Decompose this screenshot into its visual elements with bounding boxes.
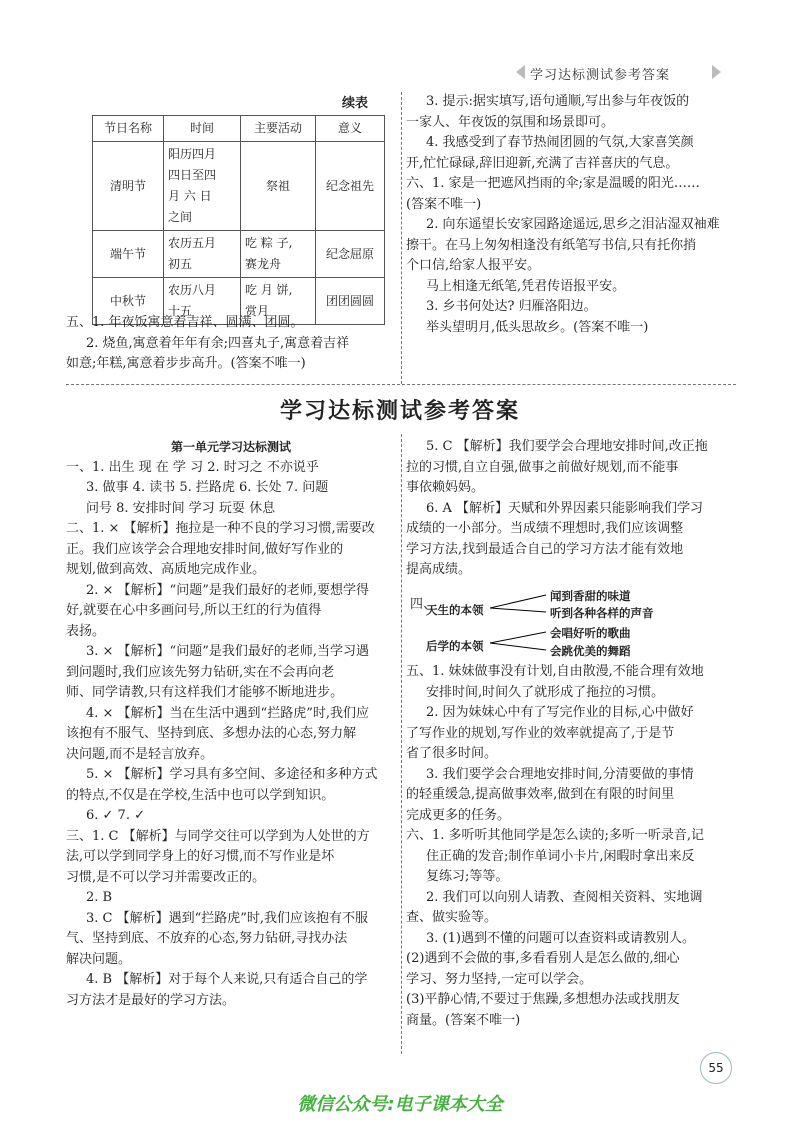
text-line: 该抱有不服气、坚持到底、多想办法的心态,努力解: [66, 726, 357, 741]
text-line: 2. 烧鱼,寓意着年年有余;四喜丸子,寓意着吉祥: [86, 335, 350, 351]
text-line: 2. 我们可以向别人请教、查阅相关资料、实地调: [426, 889, 703, 905]
section-divider: [66, 384, 736, 385]
cell-line: 四日至四: [168, 168, 217, 182]
cell-line: 月 六 日: [168, 189, 212, 203]
text-line: 拉的习惯,自立自强,做事之前做好规划,而不能事: [406, 459, 679, 475]
page-number: 55: [700, 1052, 732, 1084]
text-line: 问号 8. 安排时间 学习 玩耍 休息: [86, 500, 276, 516]
text-line: 如意;年糕,寓意着步步高升。(答案不唯一): [66, 356, 306, 371]
watermark: 微信公众号:电子课本大全: [297, 1094, 503, 1115]
text-line: 2. 向东遥望长安家园路途遥远,思乡之泪沾湿双袖难: [426, 217, 720, 232]
text-line: 好,就要在心中多画问号,所以王红的行为值得: [66, 603, 322, 618]
continued-label: 续表: [342, 96, 369, 111]
innate-skill-label: 天生的本领: [426, 603, 484, 617]
festival-time: [164, 142, 241, 231]
text-line: 4. 我感受到了春节热闹团圆的气氛,大家喜笑颜: [426, 135, 694, 150]
text-line: 规划,做到高效、高质地完成作业。: [66, 562, 266, 577]
text-line: 成绩的一小部分。当成绩不理想时,我们应该调整: [406, 521, 684, 536]
festival-meaning: 纪念屈原: [316, 231, 385, 278]
text-line: 六、1. 家是一把遮风挡雨的伞;家是温暖的阳光……: [406, 176, 700, 191]
skill-item: 会唱好听的歌曲: [550, 626, 631, 640]
running-head-right-triangle: [712, 65, 721, 79]
line-container: [406, 92, 736, 338]
text-line: 3. 我们要学会合理地安排时间,分清要做的事情: [426, 766, 694, 782]
text-line: 6. ✓ 7. ✓: [86, 808, 145, 823]
text-line: 决问题,而不是轻言放弃。: [66, 746, 214, 762]
text-line: (3)平静心情,不要过于焦躁,多想想办法或找朋友: [406, 992, 680, 1007]
table-header-cell: 时间: [164, 116, 241, 142]
skill-item: 闻到香甜的味道: [550, 589, 631, 603]
text-line: 安排时间,时间久了就形成了拖拉的习惯。: [426, 684, 665, 700]
skill-item: 会跳优美的舞蹈: [550, 644, 631, 658]
text-line: 完成更多的任务。: [406, 807, 511, 823]
unit-title: 第一单元学习达标测试: [170, 440, 291, 454]
text-line: 查、做实验等。: [406, 910, 498, 925]
text-line: 表扬。: [66, 623, 106, 639]
table-row: [93, 142, 385, 231]
text-line: 住正确的发音;制作单词小卡片,闲暇时拿出来反: [426, 848, 695, 864]
line-container: [66, 313, 396, 375]
question-number: 四、: [410, 597, 437, 612]
cell-line: 之间: [168, 210, 193, 224]
festival-name: 清明节: [93, 142, 164, 231]
table-header-cell: 节日名称: [93, 116, 164, 142]
line-container: [406, 437, 736, 581]
text-line: 的特点,不仅是在学校,生活中也可以学到知识。: [66, 787, 335, 803]
text-line: 2. × 【解析】“问题”是我们最好的老师,要想学得: [86, 582, 369, 598]
text-line: 的轻重缓急,提高做事效率,做到在有限的时间里: [406, 787, 675, 802]
cell-line: 初五: [168, 257, 193, 271]
text-line: 解决问题。: [66, 951, 132, 967]
running-head-left-triangle: [516, 65, 525, 79]
text-line: 个口信,给家人报平安。: [406, 258, 541, 273]
text-line: 一家人、年夜饭的氛围和场景即可。: [406, 114, 615, 130]
text-line: 五、1. 妹妹做事没有计划,自由散漫,不能合理有效地: [406, 664, 704, 679]
text-line: 4. × 【解析】当在生活中遇到“拦路虎”时,我们应: [86, 705, 369, 721]
text-line: 5. × 【解析】学习具有多空间、多途径和多种方式: [86, 767, 378, 782]
text-line: 二、1. × 【解析】拖拉是一种不良的学习习惯,需要改: [66, 521, 375, 536]
text-line: 学习、努力坚持,一定可以学会。: [406, 971, 593, 987]
text-line: 举头望明月,低头思故乡。(答案不唯一): [426, 319, 649, 335]
text-line: 到问题时,我们应该先努力钻研,实在不会再向老: [66, 664, 335, 680]
cell-line: 农历五月: [168, 236, 217, 250]
text-line: 习方法才是最好的学习方法。: [66, 992, 236, 1008]
text-line: 学习方法,找到最适合自己的学习方法才能有效地: [406, 541, 684, 557]
cell-line: 赏月: [245, 304, 270, 318]
text-line: 师、同学请教,只有这样我们才能够不断地进步。: [66, 685, 344, 700]
festival-meaning: 纪念祖先: [316, 142, 385, 231]
top-left-column: [66, 313, 396, 375]
cell-line: 农历八月: [168, 283, 217, 297]
festival-name: 端午节: [93, 231, 164, 278]
text-line: 3. 提示:据实填写,语句通顺,写出参与年夜饭的: [426, 94, 690, 109]
text-line: 4. B 【解析】对于每个人来说,只有适合自己的学: [86, 972, 368, 987]
cell-line: 吃 月 饼,: [245, 283, 293, 297]
text-line: 省了很多时间。: [406, 746, 498, 761]
text-line: 正。我们应该学会合理地安排时间,做好写作业的: [66, 541, 344, 557]
cell-line: 十五: [168, 304, 193, 318]
text-line: 2. 因为妹妹心中有了写完作业的目标,心中做好: [426, 705, 694, 720]
running-head: 学习达标测试参考答案: [530, 68, 671, 83]
text-line: 习惯,是不可以学习并需要改正的。: [66, 869, 266, 885]
column-divider-top: [401, 92, 402, 384]
text-line: 马上相逢无纸笔,凭君传语报平安。: [426, 278, 626, 294]
cell-line: 赛龙舟: [245, 257, 282, 271]
skill-item: 听到各种各样的声音: [550, 606, 654, 620]
text-line: 商量。(答案不唯一): [406, 1012, 521, 1028]
text-line: 6. A 【解析】天赋和外界因素只能影响我们学习: [426, 500, 704, 516]
cell-line: 阳历四月: [168, 147, 217, 161]
text-line: 事依赖妈妈。: [406, 480, 485, 495]
festival-activity: 祭祖: [241, 142, 316, 231]
right-column-b: [406, 662, 736, 1031]
main-title: 学习达标测试参考答案: [279, 399, 520, 424]
festival-table: [92, 115, 385, 325]
festival-activity: [241, 231, 316, 278]
text-line: (答案不唯一): [406, 196, 482, 212]
text-line: 2. B: [86, 890, 113, 905]
text-line: 3. (1)遇到不懂的问题可以查资料或请教别人。: [426, 930, 695, 946]
text-line: 了写作业的规划,写作业的效率就提高了,于是节: [406, 725, 675, 741]
table-header-cell: 意义: [316, 116, 385, 142]
text-line: 擦干。在马上匆匆相逢没有纸笔写书信,只有托你捎: [406, 237, 697, 253]
right-column-a: [406, 437, 736, 581]
line-container: [66, 458, 396, 1012]
cell-line: 吃 粽 子,: [245, 236, 293, 250]
text-line: 一、1. 出生 现 在 学 习 2. 时习之 不亦说乎: [66, 459, 319, 475]
festival-time: [164, 231, 241, 278]
table-header-row: [93, 116, 385, 142]
festival-name: 中秋节: [93, 278, 164, 325]
line-container: [406, 662, 736, 1031]
text-line: 3. 乡书何处达? 归雁洛阳边。: [426, 299, 597, 314]
text-line: 提高成绩。: [406, 562, 472, 577]
text-line: (2)遇到不会做的事,多看看别人是怎么做的,细心: [406, 951, 680, 966]
table-header-cell: 主要活动: [241, 116, 316, 142]
left-column: [66, 437, 396, 1011]
text-line: 开,忙忙碌碌,辞旧迎新,充满了吉祥喜庆的气息。: [406, 155, 679, 171]
festival-meaning: 团团圆圆: [316, 278, 385, 325]
text-line: 三、1. C 【解析】与同学交往可以学到为人处世的方: [66, 828, 370, 844]
learned-skill-label: 后学的本领: [426, 639, 484, 653]
column-divider-bottom: [401, 434, 402, 1054]
top-right-column: [406, 92, 736, 338]
table-row: [93, 231, 385, 278]
text-line: 法,可以学到同学身上的好习惯,而不写作业是坏: [66, 849, 335, 864]
text-line: 气、坚持到底、不放弃的心态,努力钻研,寻找办法: [66, 931, 348, 946]
text-line: 复练习;等等。: [426, 869, 509, 884]
text-line: 六、1. 多听听其他同学是怎么读的;多听一听录音,记: [406, 828, 705, 843]
text-line: 3. C 【解析】遇到“拦路虎”时,我们应该抱有不服: [86, 910, 369, 926]
text-line: 5. C 【解析】我们要学会合理地安排时间,改正拖: [426, 439, 708, 454]
text-line: 3. × 【解析】“问题”是我们最好的老师,当学习遇: [86, 644, 369, 659]
text-line: 3. 做事 4. 读书 5. 拦路虎 6. 长处 7. 问题: [86, 480, 329, 495]
text-line: 五、1. 年夜饭寓意着吉祥、圆满、团圆。: [66, 315, 304, 330]
matching-diagram: [410, 590, 740, 658]
